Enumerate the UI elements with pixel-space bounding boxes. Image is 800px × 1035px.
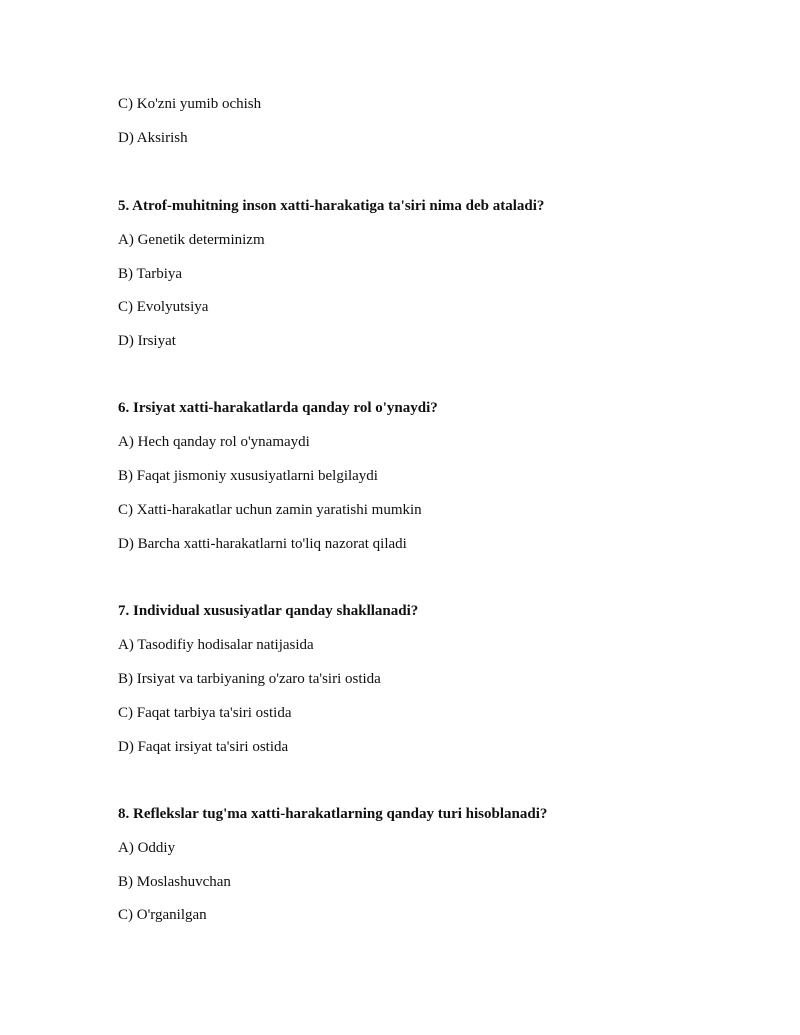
answer-option: D) Barcha xatti-harakatlarni to'liq nazorat qiladi [118, 536, 407, 552]
answer-option: C) Faqat tarbiya ta'siri ostida [118, 705, 292, 721]
question-8: 8. Reflekslar tug'ma xatti-harakatlarning qanday turi hisoblanadi? [118, 806, 548, 822]
question-6: 6. Irsiyat xatti-harakatlarda qanday rol o'ynaydi? [118, 400, 438, 416]
answer-option: A) Tasodifiy hodisalar natijasida [118, 637, 314, 653]
answer-option: C) Evolyutsiya [118, 299, 209, 315]
answer-option: B) Irsiyat va tarbiyaning o'zaro ta'siri ostida [118, 671, 381, 687]
question-7: 7. Individual xususiyatlar qanday shakllanadi? [118, 603, 419, 619]
answer-option: B) Moslashuvchan [118, 874, 231, 890]
answer-option: D) Faqat irsiyat ta'siri ostida [118, 739, 289, 755]
answer-option: A) Hech qanday rol o'ynamaydi [118, 434, 310, 450]
answer-option: C) Ko'zni yumib ochish [118, 96, 262, 112]
answer-option: A) Genetik determinizm [118, 232, 265, 248]
answer-option: C) Xatti-harakatlar uchun zamin yaratishi mumkin [118, 502, 422, 518]
answer-option: D) Irsiyat [118, 333, 176, 349]
answer-option: C) O'rganilgan [118, 907, 207, 923]
answer-option: D) Aksirish [118, 130, 188, 146]
answer-option: B) Tarbiya [118, 266, 183, 282]
question-5: 5. Atrof-muhitning inson xatti-harakatiga ta'siri nima deb ataladi? [118, 198, 545, 214]
answer-option: B) Faqat jismoniy xususiyatlarni belgilaydi [118, 468, 378, 484]
answer-option: A) Oddiy [118, 840, 176, 856]
